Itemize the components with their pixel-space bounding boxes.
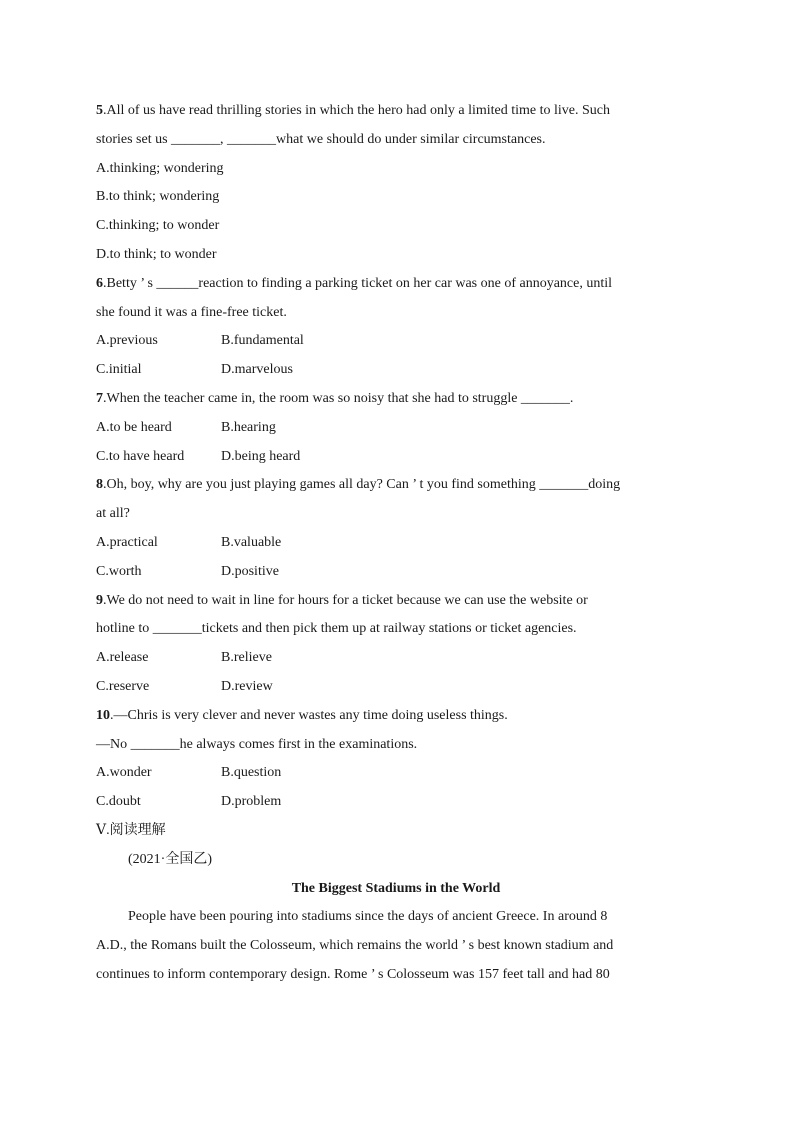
question-number: 6 [96, 275, 103, 291]
option-row [96, 443, 696, 472]
question-number: 8 [96, 477, 103, 493]
question-line: 6.Betty ’ s ______reaction to finding a parking ticket on her car was one of annoyance, until [96, 275, 613, 291]
question-line: 7.When the teacher came in, the room was so noisy that she had to struggle _______. [96, 390, 574, 406]
option-b: B.valuable [221, 534, 282, 550]
option-d: D.marvelous [221, 362, 293, 378]
option-b: B.to think; wondering [96, 189, 220, 205]
question-line: 5.All of us have read thrilling stories in which the hero had only a limited time to live. Such [96, 103, 611, 118]
option-c: C.worth [96, 563, 142, 579]
question-line: stories set us _______, _______what we should do under similar circumstances. [96, 131, 546, 147]
option-a: A.previous [96, 333, 158, 349]
question-line: she found it was a fine-free ticket. [96, 304, 287, 320]
reading-section [96, 817, 696, 990]
question-7 [96, 385, 696, 471]
document-page [96, 97, 696, 990]
option-row [96, 673, 696, 702]
question-8 [96, 471, 696, 586]
question-line: 10.—Chris is very clever and never wastes any time doing useless things. [96, 707, 508, 723]
option-b: B.relieve [221, 650, 272, 666]
option-row [96, 558, 696, 587]
passage-line: People have been pouring into stadiums since the days of ancient Greece. In around 8 [128, 909, 608, 925]
option-b: B.question [221, 765, 282, 781]
option-a: A.to be heard [96, 419, 172, 435]
option-a: A.practical [96, 534, 158, 550]
option-a: A.release [96, 650, 149, 666]
question-number: 10 [96, 707, 110, 723]
question-6 [96, 270, 696, 385]
option-c: C.to have heard [96, 448, 185, 464]
option-row [96, 529, 696, 558]
question-line: hotline to _______tickets and then pick them up at railway stations or ticket agencies. [96, 621, 577, 637]
source-citation: (2021·全国乙) [128, 851, 212, 867]
question-line: at all? [96, 506, 130, 522]
option-c: C.doubt [96, 794, 141, 810]
option-d: D.to think; to wonder [96, 246, 217, 262]
option-d: D.problem [221, 794, 282, 810]
option-c: C.initial [96, 362, 142, 378]
passage-title: The Biggest Stadiums in the World [291, 880, 501, 896]
option-b: B.fundamental [221, 333, 304, 349]
passage-line: A.D., the Romans built the Colosseum, which remains the world ’ s best known stadium and [96, 938, 614, 954]
question-line: 9.We do not need to wait in line for hours for a ticket because we can use the website or [96, 592, 588, 608]
question-line: —No _______he always comes first in the examinations. [96, 736, 418, 752]
section-heading: Ⅴ.阅读理解 [96, 822, 166, 838]
option-row [96, 759, 696, 788]
option-row [96, 327, 696, 356]
passage-line: continues to inform contemporary design. Rome ’ s Colosseum was 157 feet tall and had 80 [96, 966, 610, 982]
option-c: C.reserve [96, 678, 150, 694]
option-c: C.thinking; to wonder [96, 218, 220, 234]
option-row [96, 644, 696, 673]
question-10 [96, 702, 696, 817]
question-number: 7 [96, 390, 103, 406]
option-d: D.review [221, 678, 273, 694]
question-5 [96, 97, 696, 270]
option-row [96, 788, 696, 817]
option-d: D.being heard [221, 448, 301, 464]
question-number: 9 [96, 592, 103, 608]
question-9 [96, 587, 696, 702]
question-number: 5 [96, 103, 103, 118]
question-line: 8.Oh, boy, why are you just playing games all day? Can ’ t you find something _______doing [96, 477, 621, 493]
option-a: A.thinking; wondering [96, 160, 224, 176]
option-a: A.wonder [96, 765, 152, 781]
option-row [96, 414, 696, 443]
option-d: D.positive [221, 563, 279, 579]
option-b: B.hearing [221, 419, 276, 435]
option-row [96, 356, 696, 385]
